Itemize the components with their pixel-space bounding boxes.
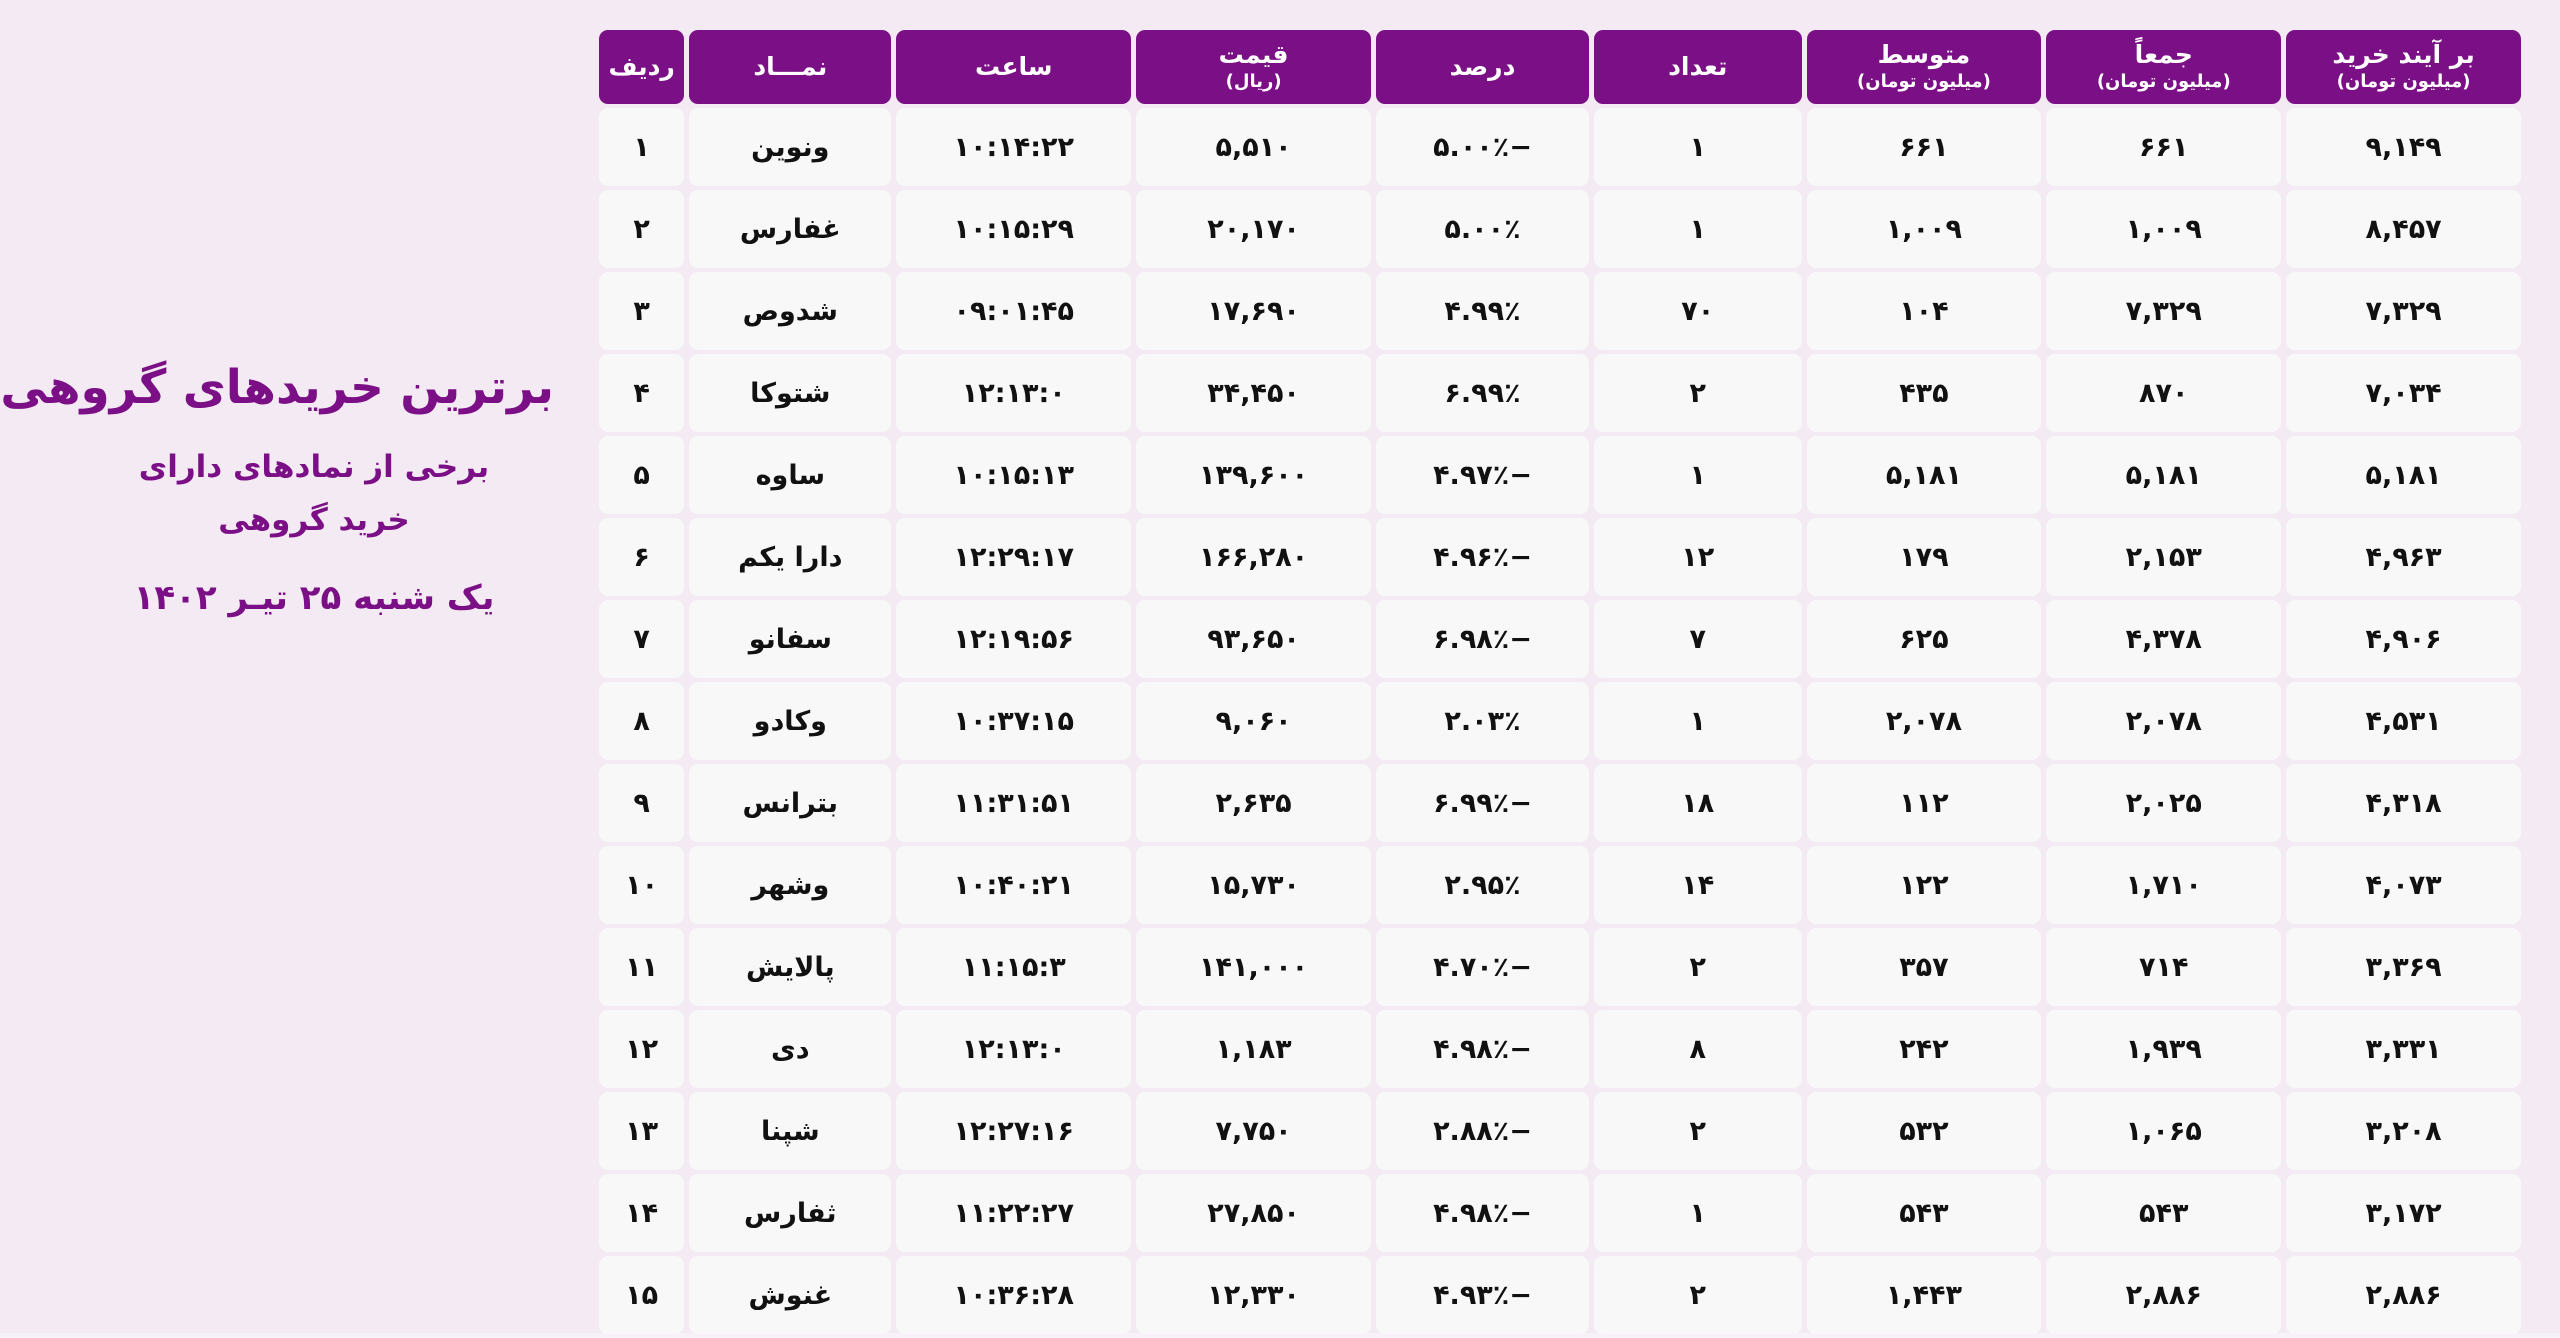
cell-total: ۴,۵۳۱ <box>2286 682 2521 760</box>
cell-sum: ۴,۳۷۸ <box>2046 600 2281 678</box>
column-header-total-unit: (میلیون تومان) <box>2336 71 2471 93</box>
report-date: یک شنبه ۲۵ تیـر ۱۴۰۲ <box>133 577 495 618</box>
cell-average: ۵۳۲ <box>1807 1092 2042 1170</box>
cell-total: ۳,۳۶۹ <box>2286 928 2521 1006</box>
cell-total: ۷,۰۳۴ <box>2286 354 2521 432</box>
column-header-sum-label: جمعاً <box>2134 40 2193 70</box>
cell-time: ۱۰:۴۰:۲۱ <box>896 846 1131 924</box>
cell-total: ۳,۳۳۱ <box>2286 1010 2521 1088</box>
cell-symbol: سفانو <box>689 600 891 678</box>
page-subtitle-line2: خرید گروهی <box>218 502 410 539</box>
table-row <box>599 190 2521 268</box>
cell-average: ۱,۴۴۳ <box>1807 1256 2042 1334</box>
cell-row: ۷ <box>599 600 684 678</box>
table-row <box>599 764 2521 842</box>
cell-total: ۸,۴۵۷ <box>2286 190 2521 268</box>
cell-time: ۰۹:۰۱:۴۵ <box>896 272 1131 350</box>
page-subtitle <box>74 441 554 546</box>
cell-price: ۹۳,۶۵۰ <box>1136 600 1371 678</box>
cell-symbol: شدوص <box>689 272 891 350</box>
group-buys-table <box>594 26 2526 1338</box>
cell-price: ۱۷,۶۹۰ <box>1136 272 1371 350</box>
cell-average: ۱۰۴ <box>1807 272 2042 350</box>
cell-total: ۴,۰۷۳ <box>2286 846 2521 924</box>
cell-average: ۱۲۲ <box>1807 846 2042 924</box>
table-header <box>599 30 2521 104</box>
cell-row: ۳ <box>599 272 684 350</box>
cell-count: ۲ <box>1594 1256 1802 1334</box>
cell-percent: ۲.۹۵٪ <box>1376 846 1589 924</box>
cell-time: ۱۲:۲۷:۱۶ <box>896 1092 1131 1170</box>
cell-price: ۳۴,۴۵۰ <box>1136 354 1371 432</box>
cell-price: ۱۳۹,۶۰۰ <box>1136 436 1371 514</box>
cell-row: ۴ <box>599 354 684 432</box>
cell-sum: ۲,۰۲۵ <box>2046 764 2281 842</box>
table-row <box>599 518 2521 596</box>
table-body <box>599 108 2521 1334</box>
cell-symbol: شتوکا <box>689 354 891 432</box>
cell-symbol: وکادو <box>689 682 891 760</box>
page-subtitle-line1: برخی از نمادهای دارای <box>138 449 490 486</box>
cell-row: ۱ <box>599 108 684 186</box>
column-header-price-label: قیمت <box>1218 40 1289 70</box>
cell-count: ۲ <box>1594 1092 1802 1170</box>
cell-percent: −۲.۸۸٪ <box>1376 1092 1589 1170</box>
table-row <box>599 1256 2521 1334</box>
cell-sum: ۱,۹۳۹ <box>2046 1010 2281 1088</box>
cell-count: ۱ <box>1594 436 1802 514</box>
cell-average: ۵,۱۸۱ <box>1807 436 2042 514</box>
cell-percent: −۴.۷۰٪ <box>1376 928 1589 1006</box>
cell-count: ۷۰ <box>1594 272 1802 350</box>
cell-count: ۱۲ <box>1594 518 1802 596</box>
cell-row: ۱۲ <box>599 1010 684 1088</box>
cell-time: ۱۰:۳۷:۱۵ <box>896 682 1131 760</box>
cell-symbol: شپنا <box>689 1092 891 1170</box>
cell-symbol: غنوش <box>689 1256 891 1334</box>
table-row <box>599 1092 2521 1170</box>
column-header-price <box>1136 30 1371 104</box>
cell-total: ۲,۸۸۶ <box>2286 1256 2521 1334</box>
cell-row: ۱۴ <box>599 1174 684 1252</box>
cell-price: ۱۶۶,۲۸۰ <box>1136 518 1371 596</box>
table-row <box>599 272 2521 350</box>
cell-average: ۱۱۲ <box>1807 764 2042 842</box>
cell-average: ۲,۰۷۸ <box>1807 682 2042 760</box>
column-header-symbol: نمـــاد <box>689 30 891 104</box>
cell-average: ۱۷۹ <box>1807 518 2042 596</box>
cell-count: ۱ <box>1594 190 1802 268</box>
cell-sum: ۶۶۱ <box>2046 108 2281 186</box>
cell-percent: −۶.۹۸٪ <box>1376 600 1589 678</box>
cell-price: ۵,۵۱۰ <box>1136 108 1371 186</box>
cell-price: ۱۵,۷۳۰ <box>1136 846 1371 924</box>
cell-count: ۱ <box>1594 1174 1802 1252</box>
cell-row: ۶ <box>599 518 684 596</box>
cell-price: ۱۲,۳۳۰ <box>1136 1256 1371 1334</box>
cell-average: ۱,۰۰۹ <box>1807 190 2042 268</box>
cell-total: ۴,۹۰۶ <box>2286 600 2521 678</box>
table-row <box>599 354 2521 432</box>
cell-percent: ۵.۰۰٪ <box>1376 190 1589 268</box>
cell-price: ۱۴۱,۰۰۰ <box>1136 928 1371 1006</box>
cell-total: ۳,۱۷۲ <box>2286 1174 2521 1252</box>
cell-total: ۵,۱۸۱ <box>2286 436 2521 514</box>
cell-percent: ۲.۰۳٪ <box>1376 682 1589 760</box>
table-row <box>599 1010 2521 1088</box>
cell-count: ۷ <box>1594 600 1802 678</box>
cell-symbol: پالایش <box>689 928 891 1006</box>
cell-total: ۳,۲۰۸ <box>2286 1092 2521 1170</box>
table-header-row <box>599 30 2521 104</box>
cell-symbol: وشهر <box>689 846 891 924</box>
page-title: برترین خریدهای گروهی <box>0 360 554 415</box>
cell-symbol: ثفارس <box>689 1174 891 1252</box>
cell-percent: −۶.۹۹٪ <box>1376 764 1589 842</box>
cell-count: ۱ <box>1594 682 1802 760</box>
cell-row: ۸ <box>599 682 684 760</box>
cell-price: ۲۷,۸۵۰ <box>1136 1174 1371 1252</box>
column-header-total <box>2286 30 2521 104</box>
cell-price: ۹,۰۶۰ <box>1136 682 1371 760</box>
cell-time: ۱۰:۱۵:۲۹ <box>896 190 1131 268</box>
column-header-average <box>1807 30 2042 104</box>
cell-average: ۵۴۳ <box>1807 1174 2042 1252</box>
caption-block <box>0 26 594 622</box>
cell-total: ۹,۱۴۹ <box>2286 108 2521 186</box>
cell-sum: ۵۴۳ <box>2046 1174 2281 1252</box>
cell-percent: −۵.۰۰٪ <box>1376 108 1589 186</box>
cell-symbol: دارا یکم <box>689 518 891 596</box>
cell-average: ۶۲۵ <box>1807 600 2042 678</box>
cell-percent: −۴.۹۸٪ <box>1376 1174 1589 1252</box>
cell-price: ۲۰,۱۷۰ <box>1136 190 1371 268</box>
column-header-count: تعداد <box>1594 30 1802 104</box>
cell-symbol: غفارس <box>689 190 891 268</box>
cell-symbol: بترانس <box>689 764 891 842</box>
column-header-total-label: بر آیند خرید <box>2332 40 2475 70</box>
cell-time: ۱۲:۱۹:۵۶ <box>896 600 1131 678</box>
cell-percent: −۴.۹۸٪ <box>1376 1010 1589 1088</box>
cell-time: ۱۱:۲۲:۲۷ <box>896 1174 1131 1252</box>
column-header-row: ردیف <box>599 30 684 104</box>
cell-sum: ۲,۰۷۸ <box>2046 682 2281 760</box>
column-header-price-unit: (ریال) <box>1225 71 1282 93</box>
cell-count: ۱ <box>1594 108 1802 186</box>
cell-time: ۱۲:۲۹:۱۷ <box>896 518 1131 596</box>
cell-row: ۱۵ <box>599 1256 684 1334</box>
column-header-time: ساعت <box>896 30 1131 104</box>
table-row <box>599 600 2521 678</box>
cell-total: ۴,۹۶۳ <box>2286 518 2521 596</box>
table-row <box>599 928 2521 1006</box>
cell-count: ۱۴ <box>1594 846 1802 924</box>
table-row <box>599 682 2521 760</box>
cell-count: ۲ <box>1594 928 1802 1006</box>
cell-average: ۶۶۱ <box>1807 108 2042 186</box>
cell-price: ۱,۱۸۳ <box>1136 1010 1371 1088</box>
cell-price: ۷,۷۵۰ <box>1136 1092 1371 1170</box>
cell-count: ۲ <box>1594 354 1802 432</box>
cell-sum: ۱,۰۰۹ <box>2046 190 2281 268</box>
cell-average: ۲۴۲ <box>1807 1010 2042 1088</box>
cell-total: ۴,۳۱۸ <box>2286 764 2521 842</box>
column-header-percent: درصد <box>1376 30 1589 104</box>
cell-count: ۱۸ <box>1594 764 1802 842</box>
cell-sum: ۸۷۰ <box>2046 354 2281 432</box>
cell-symbol: ساوه <box>689 436 891 514</box>
table-row <box>599 846 2521 924</box>
cell-sum: ۲,۱۵۳ <box>2046 518 2281 596</box>
cell-count: ۸ <box>1594 1010 1802 1088</box>
cell-time: ۱۱:۱۵:۳ <box>896 928 1131 1006</box>
cell-percent: ۶.۹۹٪ <box>1376 354 1589 432</box>
cell-time: ۱۱:۳۱:۵۱ <box>896 764 1131 842</box>
cell-sum: ۷,۳۲۹ <box>2046 272 2281 350</box>
cell-row: ۱۱ <box>599 928 684 1006</box>
cell-time: ۱۲:۱۳:۰ <box>896 354 1131 432</box>
cell-sum: ۱,۷۱۰ <box>2046 846 2281 924</box>
cell-row: ۹ <box>599 764 684 842</box>
cell-percent: ۴.۹۹٪ <box>1376 272 1589 350</box>
cell-sum: ۲,۸۸۶ <box>2046 1256 2281 1334</box>
column-header-sum-unit: (میلیون تومان) <box>2096 71 2231 93</box>
cell-total: ۷,۳۲۹ <box>2286 272 2521 350</box>
cell-row: ۱۰ <box>599 846 684 924</box>
table-row <box>599 1174 2521 1252</box>
cell-row: ۲ <box>599 190 684 268</box>
column-header-sum <box>2046 30 2281 104</box>
table-row <box>599 108 2521 186</box>
cell-symbol: ونوین <box>689 108 891 186</box>
cell-time: ۱۰:۱۴:۲۲ <box>896 108 1131 186</box>
cell-price: ۲,۶۳۵ <box>1136 764 1371 842</box>
cell-row: ۵ <box>599 436 684 514</box>
cell-percent: −۴.۹۶٪ <box>1376 518 1589 596</box>
cell-sum: ۷۱۴ <box>2046 928 2281 1006</box>
cell-sum: ۵,۱۸۱ <box>2046 436 2281 514</box>
cell-average: ۴۳۵ <box>1807 354 2042 432</box>
column-header-average-unit: (میلیون تومان) <box>1856 71 1991 93</box>
cell-time: ۱۰:۱۵:۱۳ <box>896 436 1131 514</box>
cell-percent: −۴.۹۷٪ <box>1376 436 1589 514</box>
cell-percent: −۴.۹۳٪ <box>1376 1256 1589 1334</box>
cell-average: ۳۵۷ <box>1807 928 2042 1006</box>
cell-time: ۱۰:۳۶:۲۸ <box>896 1256 1131 1334</box>
cell-time: ۱۲:۱۳:۰ <box>896 1010 1131 1088</box>
table-row <box>599 436 2521 514</box>
column-header-average-label: متوسط <box>1877 40 1971 70</box>
cell-symbol: دی <box>689 1010 891 1088</box>
table-container <box>594 26 2526 1338</box>
cell-sum: ۱,۰۶۵ <box>2046 1092 2281 1170</box>
cell-row: ۱۳ <box>599 1092 684 1170</box>
